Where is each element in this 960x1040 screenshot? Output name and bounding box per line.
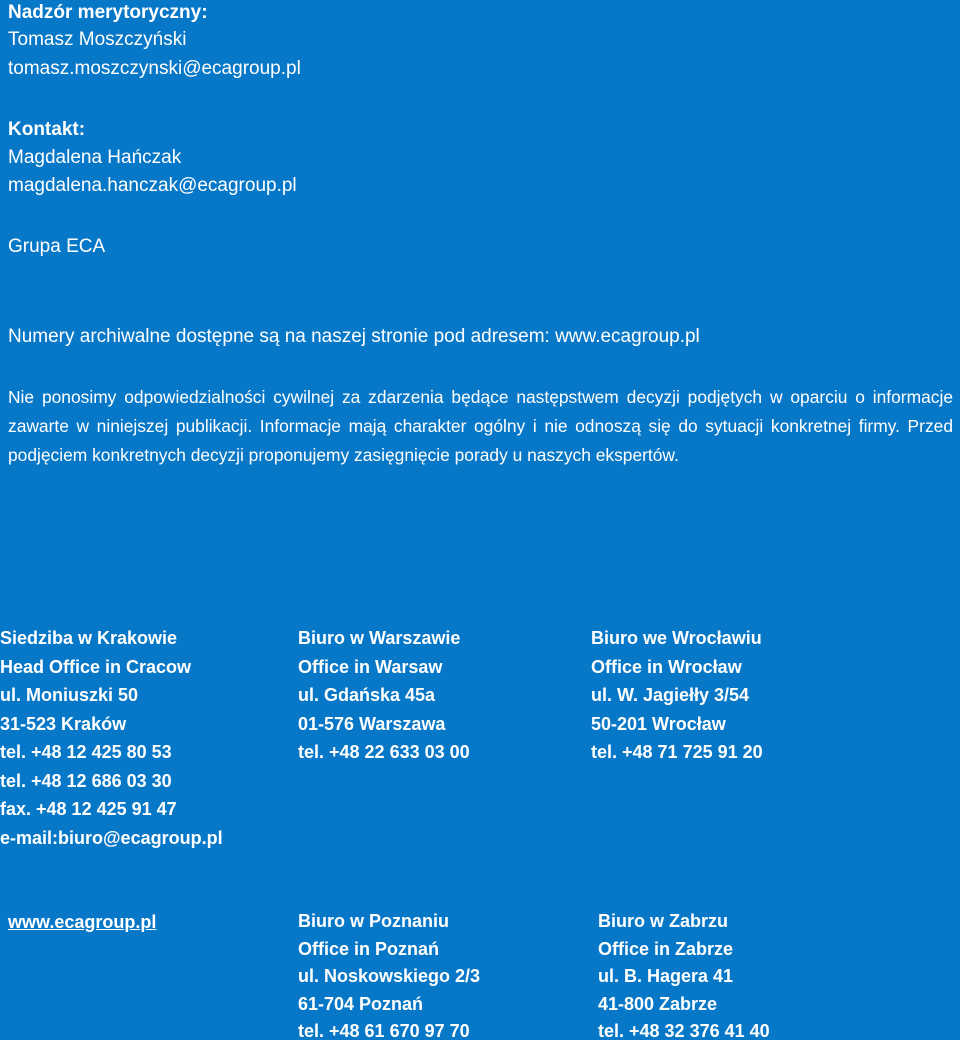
office-krakow-title-en: Head Office in Cracow (0, 656, 192, 677)
office-zabrze-title-en: Office in Zabrze (598, 938, 734, 959)
office-wroclaw-title-pl: Biuro we Wrocławiu (591, 628, 762, 648)
archive-note: Numery archiwalne dostępne są na naszej stronie pod adresem: www.ecagroup.pl (8, 326, 700, 347)
supervision-email[interactable]: tomasz.moszczynski@ecagroup.pl (8, 58, 301, 79)
office-poznan-city: 61-704 Poznań (298, 993, 424, 1014)
office-krakow-street: ul. Moniuszki 50 (0, 685, 139, 705)
office-wroclaw-city: 50-201 Wrocław (591, 713, 726, 734)
website-link[interactable]: www.ecagroup.pl (8, 912, 157, 932)
office-krakow-email[interactable]: e-mail:biuro@ecagroup.pl (0, 827, 223, 848)
contact-heading: Kontakt: (8, 119, 86, 140)
supervision-heading: Nadzór merytoryczny: (8, 2, 208, 23)
office-poznan-tel: tel. +48 61 670 97 70 (298, 1021, 470, 1040)
office-warszawa-tel: tel. +48 22 633 03 00 (298, 742, 470, 762)
office-zabrze-tel: tel. +48 32 376 41 40 (598, 1021, 770, 1040)
office-zabrze-title-pl: Biuro w Zabrzu (598, 911, 728, 931)
office-wroclaw-title-en: Office in Wrocław (591, 656, 742, 677)
office-warszawa-title-en: Office in Warsaw (298, 656, 443, 677)
office-zabrze-city: 41-800 Zabrze (598, 993, 718, 1014)
group-name: Grupa ECA (8, 236, 106, 257)
office-zabrze-street: ul. B. Hagera 41 (598, 966, 734, 986)
office-krakow-city: 31-523 Kraków (0, 713, 127, 734)
office-warszawa (298, 624, 470, 767)
office-zabrze (598, 908, 770, 1040)
office-warszawa-street: ul. Gdańska 45a (298, 685, 436, 705)
office-poznan-title-en: Office in Poznań (298, 938, 440, 959)
office-poznan (298, 908, 480, 1040)
supervision-name: Tomasz Moszczyński (8, 29, 187, 50)
office-poznan-title-pl: Biuro w Poznaniu (298, 911, 449, 931)
office-warszawa-title-pl: Biuro w Warszawie (298, 628, 461, 648)
contact-name: Magdalena Hańczak (8, 147, 182, 168)
contact-email[interactable]: magdalena.hanczak@ecagroup.pl (8, 175, 297, 196)
office-warszawa-city: 01-576 Warszawa (298, 713, 446, 734)
office-krakow (0, 624, 223, 852)
office-krakow-tel2: tel. +48 12 686 03 30 (0, 770, 172, 791)
office-poznan-street: ul. Noskowskiego 2/3 (298, 966, 481, 986)
office-krakow-title-pl: Siedziba w Krakowie (0, 628, 178, 648)
office-krakow-tel1: tel. +48 12 425 80 53 (0, 742, 172, 762)
office-krakow-fax: fax. +48 12 425 91 47 (0, 799, 177, 819)
disclaimer-paragraph: Nie ponosimy odpowiedzialności cywilnej za zdarzenia będące następstwem decyzji podjętych w oparciu o informacje zawarte w niniejszej publikacji. Informacje mają charakter ogólny i nie odnoszą się do sytuacji konkretnej firmy. Przed podjęciem konkretnych decyzji proponujemy zasięgnięcie porady u naszych ekspertów. (8, 387, 953, 465)
office-wroclaw-street: ul. W. Jagiełły 3/54 (591, 685, 750, 705)
office-wroclaw-tel: tel. +48 71 725 91 20 (591, 742, 763, 762)
office-wroclaw (591, 624, 763, 767)
